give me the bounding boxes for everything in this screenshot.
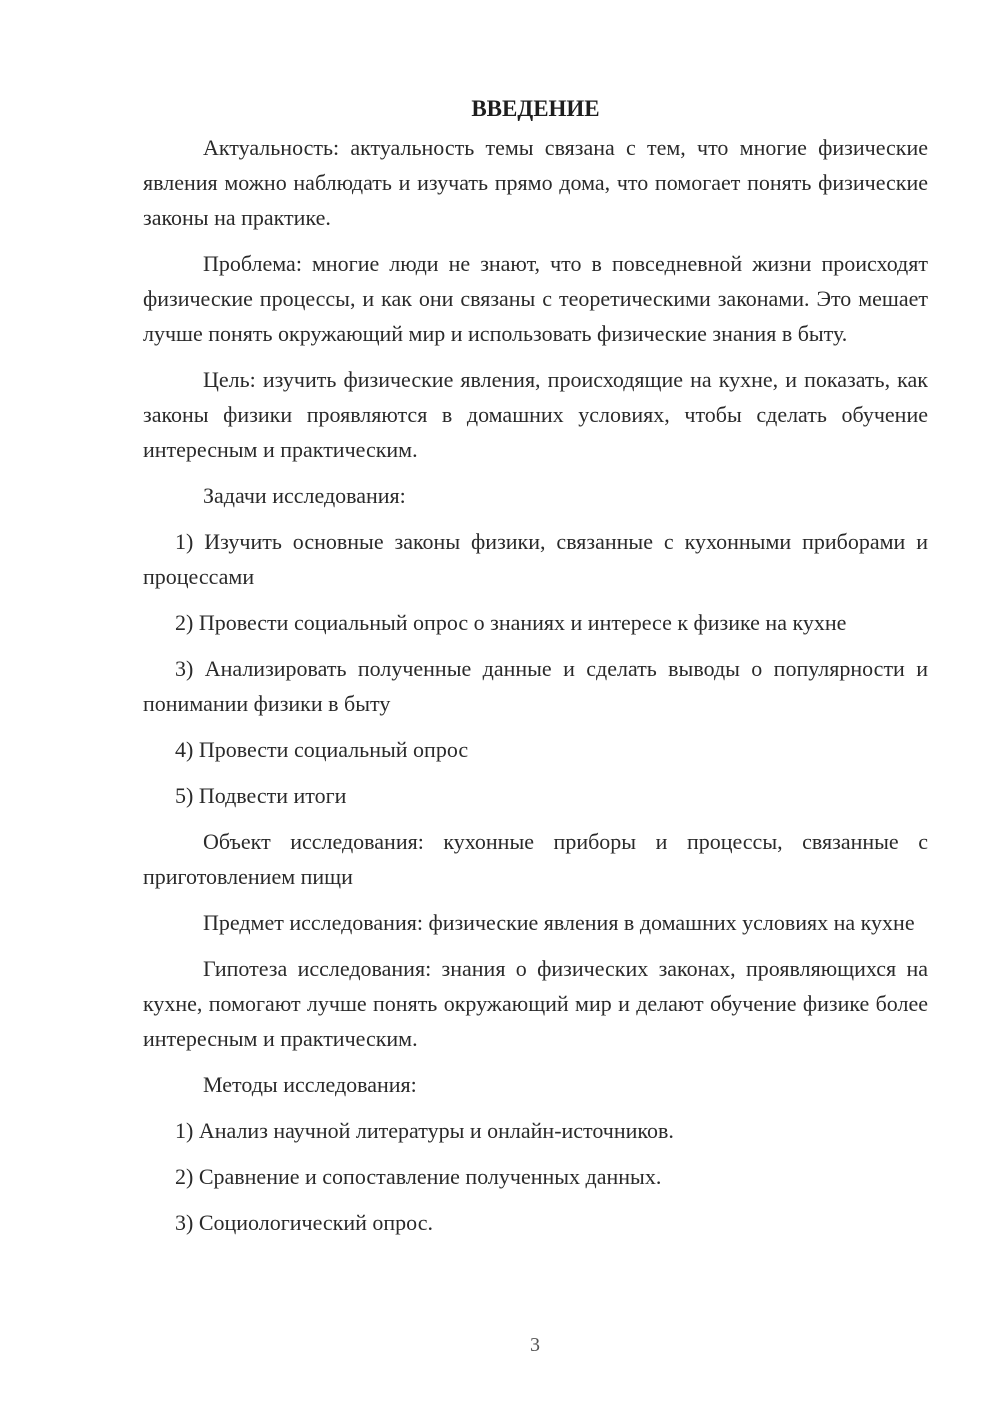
task-item: 3) Анализировать полученные данные и сделать выводы о популярности и понимании физики в быту (143, 656, 928, 716)
task-item: 2) Провести социальный опрос о знаниях и интересе к физике на кухне (175, 610, 847, 635)
problem-paragraph: Проблема: многие люди не знают, что в повседневной жизни происходят физические процессы, и как они связаны с теоретическими законами. Это мешает лучше понять окружающий мир и использовать физические знания в быту. (143, 251, 928, 346)
page-title: ВВЕДЕНИЕ (471, 96, 600, 121)
methods-heading: Методы исследования: (203, 1072, 417, 1097)
task-item: 1) Изучить основные законы физики, связанные с кухонными приборами и процессами (143, 529, 928, 589)
object-paragraph: Объект исследования: кухонные приборы и процессы, связанные с приготовлением пищи (143, 829, 928, 889)
method-item: 1) Анализ научной литературы и онлайн-источников. (175, 1118, 674, 1143)
document-page (143, 92, 928, 1251)
task-item: 4) Провести социальный опрос (175, 737, 469, 762)
relevance-paragraph: Актуальность: актуальность темы связана с тем, что многие физические явления можно наблюдать и изучать прямо дома, что помогает понять физические законы на практике. (143, 135, 928, 230)
method-item: 2) Сравнение и сопоставление полученных данных. (175, 1164, 662, 1189)
page-number: 3 (530, 1334, 540, 1356)
goal-paragraph: Цель: изучить физические явления, происходящие на кухне, и показать, как законы физики проявляются в домашних условиях, чтобы сделать обучение интересным и практическим. (143, 367, 928, 462)
tasks-heading: Задачи исследования: (203, 483, 406, 508)
subject-paragraph: Предмет исследования: физические явления в домашних условиях на кухне (203, 910, 915, 935)
hypothesis-paragraph: Гипотеза исследования: знания о физических законах, проявляющихся на кухне, помогают лучше понять окружающий мир и делают обучение физике более интересным и практическим. (143, 956, 928, 1051)
task-item: 5) Подвести итоги (175, 783, 347, 808)
method-item: 3) Социологический опрос. (175, 1210, 433, 1235)
